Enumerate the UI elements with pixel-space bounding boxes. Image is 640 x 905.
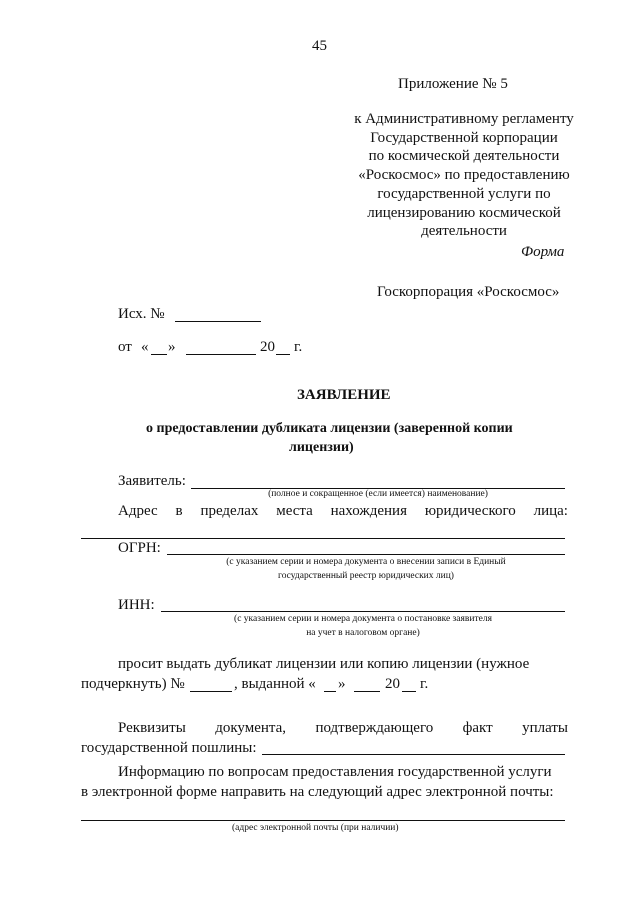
appendix-line: по космической деятельности — [368, 148, 560, 165]
outgoing-number-label: Исх. № — [118, 306, 165, 322]
applicant-label: Заявитель: — [118, 473, 186, 489]
address-label — [118, 503, 568, 520]
appendix-line: государственной услуги по — [377, 185, 551, 202]
page-number: 45 — [312, 38, 327, 54]
request-year-line[interactable] — [402, 691, 416, 692]
date-year-prefix: 20 — [260, 339, 275, 355]
document-subheading-2: лицензии) — [289, 440, 354, 455]
request-issued-label: , выданной « — [234, 676, 316, 692]
date-year-suffix: г. — [294, 339, 303, 355]
request-line-1: просит выдать дубликат лицензии или копию лицензии (нужное — [118, 656, 530, 672]
address-word: нахождения — [330, 503, 407, 519]
appendix-line: Государственной корпорации — [370, 129, 558, 146]
appendix-line: деятельности — [421, 223, 507, 240]
email-line-2: в электронной форме направить на следующий адрес электронной почты: — [81, 784, 554, 800]
outgoing-number-line — [175, 321, 261, 322]
request-close-quote: » — [338, 676, 346, 692]
document-subheading: о предоставлении дубликата лицензии (заверенной копии — [146, 421, 513, 436]
address-word: юридического — [424, 503, 516, 519]
fee-line[interactable] — [262, 754, 565, 755]
email-line[interactable] — [81, 820, 565, 821]
inn-hint-2: на учет в налоговом органе) — [306, 628, 420, 638]
inn-label: ИНН: — [118, 597, 155, 613]
address-word: пределах — [200, 503, 259, 519]
ogrn-hint-2: государственный реестр юридических лиц) — [278, 571, 454, 581]
fee-word: Реквизиты — [118, 720, 186, 736]
address-word: в — [175, 503, 183, 519]
inn-line[interactable] — [161, 611, 565, 612]
appendix-title: Приложение № 5 — [398, 76, 508, 92]
address-line[interactable] — [81, 538, 565, 539]
date-open-quote: « — [141, 339, 149, 355]
applicant-hint: (полное и сокращенное (если имеется) наименование) — [268, 489, 488, 499]
appendix-line: лицензированию космической — [367, 204, 561, 221]
fee-word: факт — [462, 720, 493, 736]
date-from-label: от — [118, 339, 132, 355]
request-number-label: подчеркнуть) № — [81, 676, 185, 692]
appendix-line: к Административному регламенту — [354, 111, 574, 127]
address-word: Адрес — [118, 503, 158, 519]
address-word: места — [276, 503, 313, 519]
appendix-line: «Роскосмос» по предоставлению — [358, 167, 570, 184]
document-heading: ЗАЯВЛЕНИЕ — [297, 387, 391, 403]
email-line-1: Информацию по вопросам предоставления государственной услуги — [118, 764, 552, 780]
addressee: Госкорпорация «Роскосмос» — [377, 284, 560, 300]
address-word: лица: — [533, 503, 568, 519]
ogrn-line[interactable] — [167, 554, 565, 555]
fee-label-2: государственной пошлины: — [81, 740, 257, 756]
email-hint: (адрес электронной почты (при наличии) — [232, 823, 399, 833]
fee-word: уплаты — [522, 720, 568, 736]
appendix-block — [330, 110, 598, 241]
form-label: Форма — [521, 244, 565, 260]
fee-label — [118, 720, 568, 737]
request-day-line[interactable] — [324, 691, 336, 692]
request-year-suffix: г. — [420, 676, 429, 692]
date-day-line — [151, 354, 167, 355]
date-year-line — [276, 354, 290, 355]
inn-hint: (с указанием серии и номера документа о постановке заявителя — [234, 614, 492, 624]
request-year-prefix: 20 — [385, 676, 400, 692]
request-month-line[interactable] — [354, 691, 380, 692]
date-close-quote: » — [168, 339, 176, 355]
request-number-line[interactable] — [190, 691, 232, 692]
ogrn-hint: (с указанием серии и номера документа о внесении записи в Единый — [226, 557, 506, 567]
ogrn-label: ОГРН: — [118, 540, 161, 556]
fee-word: подтверждающего — [315, 720, 434, 736]
fee-word: документа, — [215, 720, 287, 736]
date-month-line — [186, 354, 256, 355]
